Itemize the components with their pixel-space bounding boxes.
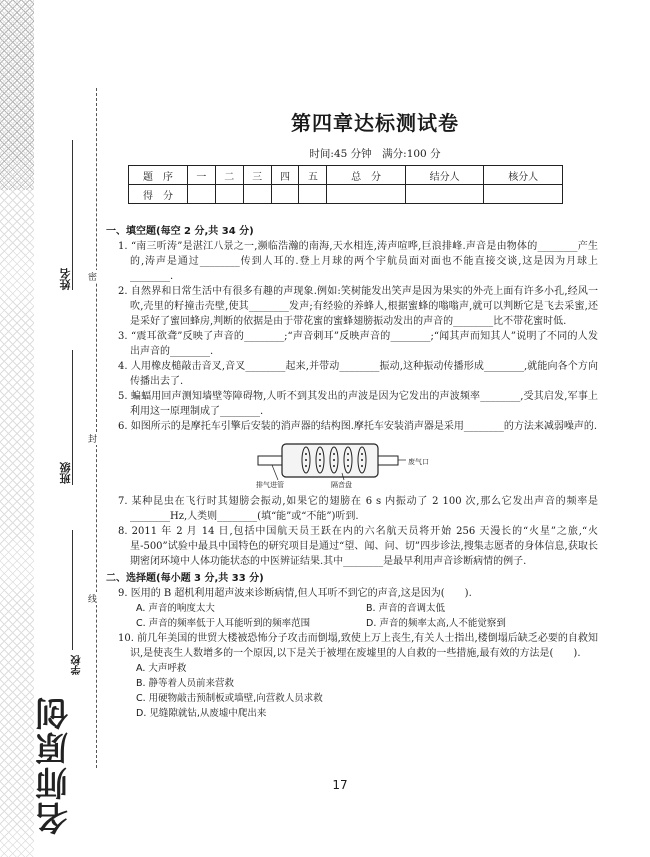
question-4: 4. 人用橡皮槌敲击音叉,音叉________起来,并带动________振动,这种振动传播形成________,就能向各个方向传播出去了. — [118, 361, 598, 387]
score-cell: 二 — [215, 166, 243, 185]
option: D. 见缝隙就钻,从废墟中爬出来 — [136, 708, 267, 719]
score-cell: 总 分 — [327, 166, 406, 185]
score-cell: 得 分 — [129, 185, 188, 204]
class-label: 班级 — [59, 462, 72, 484]
section-heading-fill: 一、填空题(每空 2 分,共 34 分) — [106, 226, 254, 237]
score-table — [128, 165, 563, 204]
score-cell: 题 序 — [129, 166, 188, 185]
muffler-diagram — [106, 436, 598, 488]
diagram-label-inlet: 排气进管 — [256, 481, 284, 489]
diagram-label-baffle: 隔音盘 — [331, 481, 352, 489]
option: A. 声音的响度太大 — [136, 603, 215, 614]
exam-info: 时间:45 分钟 满分:100 分 — [309, 148, 441, 160]
option: A. 大声呼救 — [136, 663, 187, 674]
question-9: 9. 医用的 B 超机利用超声波来诊断病情,但人耳听不到它的声音,这是因为( ). — [118, 588, 472, 599]
score-input-cell[interactable] — [188, 185, 216, 204]
score-table-header-row — [129, 166, 563, 185]
question-8: 8. 2011 年 2 月 14 日,包括中国航天员王跃在内的六名航天员将开始 256 天漫长的“火星”之旅,“火星-500”试验中最具中国特色的研究项目是通过“望、闻、问、切”四步诊法,搜集志愿者的身体信息,获取长期密闭环境中人体功能状态的中医辨证结果.其中________是最早利用声音诊断病情的例子. — [118, 526, 598, 567]
score-cell: 结分人 — [405, 166, 484, 185]
name-label: 姓名 — [59, 268, 72, 290]
seal-line — [96, 88, 97, 768]
score-table-score-row — [129, 185, 563, 204]
school-line — [72, 530, 73, 650]
score-input-cell[interactable] — [271, 185, 299, 204]
exam-content — [106, 222, 598, 721]
question-6: 6. 如图所示的是摩托车引擎后安装的消声器的结构图.摩托车安装消声器是采用________的方法来减弱噪声的. — [118, 421, 598, 432]
class-line — [72, 350, 73, 485]
question-5: 5. 蝙蝠用回声测知墙壁等障碍物,人听不到其发出的声波是因为它发出的声波频率________,受其启发,军事上利用这一原理制成了________. — [118, 391, 598, 417]
score-input-cell[interactable] — [405, 185, 484, 204]
score-cell: 一 — [188, 166, 216, 185]
score-cell: 三 — [243, 166, 271, 185]
page-title: 第四章达标测试卷 — [291, 111, 459, 135]
seal-char-mi: 密 — [88, 270, 97, 283]
brand-logo: 名师原创 — [34, 695, 73, 835]
option: D. 声音的频率太高,人不能觉察到 — [366, 618, 506, 629]
question-2: 2. 自然界和日常生活中有很多有趣的声现象.例如:笑树能发出笑声是因为果实的外壳上面有许多小孔,经风一吹,壳里的籽撞击壳壁,使其________发声;有经验的养蜂人,根据蜜蜂的嗡嗡声,就可以判断它是飞去采蜜,还是采好了蜜回蜂房,判断的依据是由于带花蜜的蜜蜂翅膀振动发出的声音的________比不带花蜜时低. — [118, 286, 598, 327]
score-input-cell[interactable] — [243, 185, 271, 204]
seal-char-feng: 封 — [88, 432, 97, 445]
score-input-cell[interactable] — [484, 185, 563, 204]
question-9-options-row2 — [136, 616, 598, 631]
question-3: 3. “震耳欲聋”反映了声音的________;“声音刺耳”反映声音的________;“闻其声而知其人”说明了不同的人发出声音的________. — [118, 331, 598, 357]
page-number: 17 — [332, 778, 348, 792]
question-10: 10. 前几年美国的世贸大楼被恐怖分子攻击而倒塌,致使上万上丧生,有关人士指出,楼倒塌后缺乏必要的自救知识,是使丧生人数增多的一个原因,以下是关于被埋在废墟里的人自救的一些措施,最有效的方法是( ). — [118, 633, 598, 659]
school-label: 学校 — [72, 655, 83, 675]
score-cell: 五 — [299, 166, 327, 185]
option: C. 声音的频率低于人耳能听到的频率范围 — [136, 618, 311, 629]
score-input-cell[interactable] — [327, 185, 406, 204]
question-7: 7. 某种昆虫在飞行时其翅膀会振动,如果它的翅膀在 6 s 内振动了 2 100 次,那么它发出声音的频率是________Hz,人类则________(填“能”或“不能”)听到. — [118, 496, 598, 522]
option: B. 声音的音调太低 — [366, 603, 446, 614]
section-heading-choice: 二、选择题(每小题 3 分,共 33 分) — [106, 573, 264, 584]
score-input-cell[interactable] — [215, 185, 243, 204]
name-line — [72, 140, 73, 290]
score-cell: 四 — [271, 166, 299, 185]
question-1: 1. “南三听涛”是湛江八景之一,濒临浩瀚的南海,天水相连,涛声喧哗,巨浪排峰.声音是由物体的________产生的,涛声是通过________传到人耳的.登上月球的两个宇航员面对面也不能直接交谈,这是因为月球上________. — [118, 241, 598, 282]
diagram-label-outlet: 废气口 — [408, 458, 429, 466]
margin-pattern — [0, 0, 34, 857]
score-cell: 核分人 — [484, 166, 563, 185]
seal-char-xian: 线 — [88, 592, 97, 605]
score-input-cell[interactable] — [299, 185, 327, 204]
option: B. 静等着人员前来营救 — [136, 678, 235, 689]
question-9-options-row1 — [136, 601, 598, 616]
muffler-svg — [106, 436, 598, 488]
option: C. 用硬物敲击预制板或墙壁,向营救人员求救 — [136, 693, 323, 704]
